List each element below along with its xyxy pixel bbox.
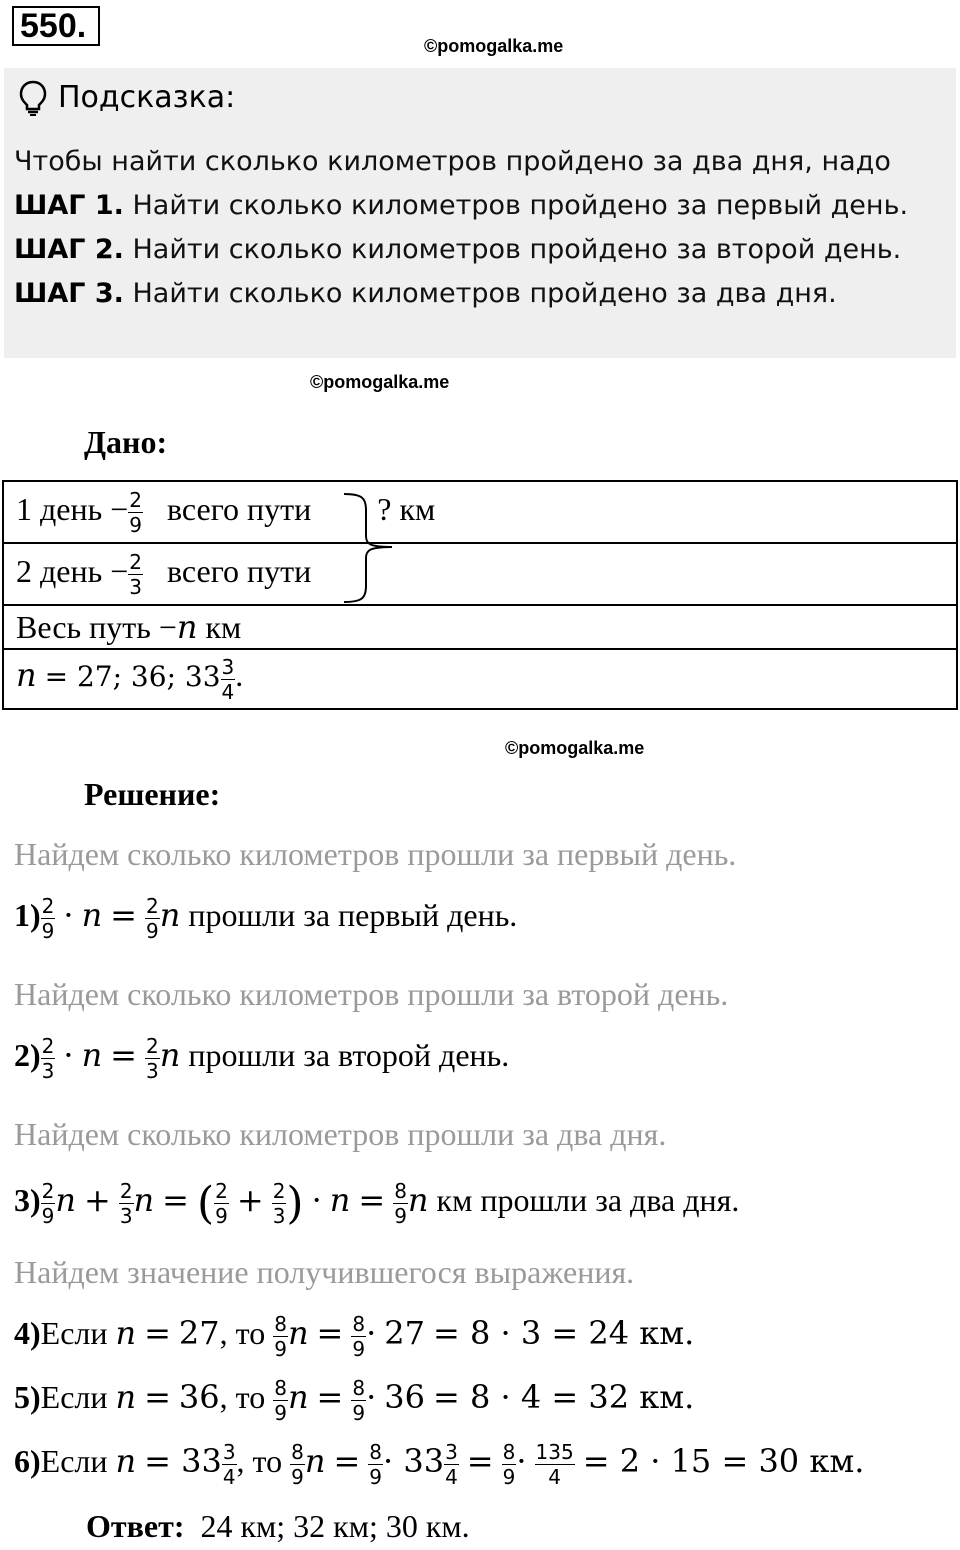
- step-1: 1) $\frac{2}{9}$ · n = $\frac{2}{9}$ n прошли за первый день.: [14, 894, 518, 944]
- watermark: ©pomogalka.me: [505, 738, 645, 758]
- hint-step-3: ШАГ 3. Найти сколько километров пройдено за два дня.: [14, 278, 837, 309]
- watermark: ©pomogalka.me: [310, 372, 450, 392]
- step-4: 4)Если n = 27, то $\frac{8}{9}$ n = $\frac{8}{9}$ · 27 = 8 · 3 = 24 км.: [14, 1312, 695, 1362]
- solution-heading: Решение:: [84, 776, 221, 812]
- question-km: ? км: [377, 490, 436, 527]
- hint-intro: Чтобы найти сколько километров пройдено за два дня, надо: [14, 146, 891, 177]
- step-3: 3) $\frac{2}{9}$ n + $\frac{2}{3}$ n = ( $\frac{2}{9}$ + $\frac{2}{3}$ ) · n = $\frac{8}{9}$ n км прошли за два дня.: [14, 1178, 740, 1229]
- given-row-2: 2 день − $\frac{2}{3}$ всего пути: [3, 543, 957, 605]
- task-number: 550.: [12, 6, 100, 46]
- step-6: 6)Если n = 33 $\frac{3}{4}$ , то $\frac{8}{9}$ n = $\frac{8}{9}$ · 33 $\frac{3}{4}$ = $\frac{8}{9}$ · $\frac{135}{4}$ = 2 · 15 = 30 км.: [14, 1440, 865, 1490]
- given-heading: Дано:: [84, 424, 168, 460]
- lightbulb-icon: [18, 80, 48, 116]
- given-table: [2, 480, 958, 710]
- step-5: 5)Если n = 36, то $\frac{8}{9}$ n = $\frac{8}{9}$ · 36 = 8 · 4 = 32 км.: [14, 1376, 695, 1426]
- answer: Ответ: 24 км; 32 км; 30 км.: [86, 1508, 470, 1544]
- watermark: ©pomogalka.me: [424, 36, 564, 56]
- hint-step-2: ШАГ 2. Найти сколько километров пройдено за второй день.: [14, 234, 902, 265]
- explain-1: Найдем сколько километров прошли за первый день.: [14, 836, 737, 872]
- explain-2: Найдем сколько километров прошли за второй день.: [14, 976, 729, 1012]
- hint-step-1: ШАГ 1. Найти сколько километров пройдено за первый день.: [14, 190, 909, 221]
- explain-3: Найдем сколько километров прошли за два дня.: [14, 1116, 667, 1152]
- step-2: 2) $\frac{2}{3}$ · n = $\frac{2}{3}$ n прошли за второй день.: [14, 1034, 510, 1084]
- given-row-3: Весь путь −n км: [3, 605, 957, 649]
- explain-4: Найдем значение получившегося выражения.: [14, 1254, 635, 1290]
- brace-icon: [340, 490, 396, 606]
- hint-title: Подсказка:: [58, 80, 236, 115]
- given-row-4: n = 27; 36; 33 $\frac{3}{4}$ .: [3, 649, 957, 709]
- given-row-1: 1 день − $\frac{2}{9}$ всего пути ? км: [3, 481, 957, 543]
